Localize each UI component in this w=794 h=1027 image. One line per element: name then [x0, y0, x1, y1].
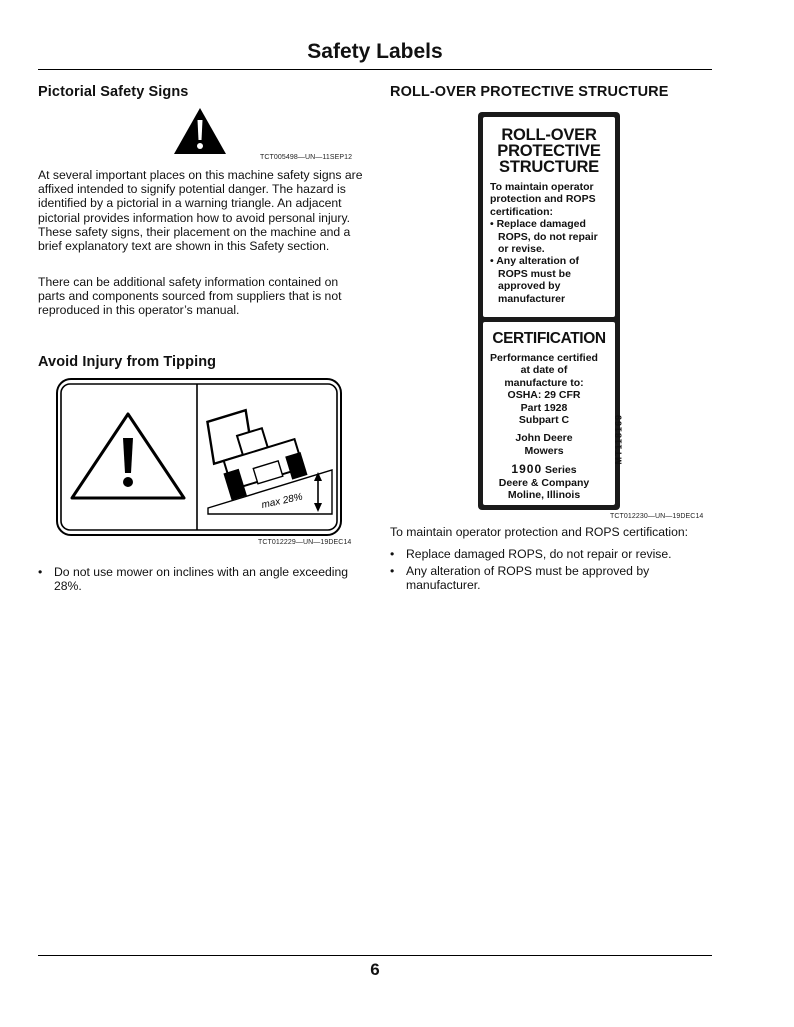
list-item: • Do not use mower on inclines with an angle exceeding 28%. — [38, 565, 363, 593]
rops-body-line: ROPS, do not repair — [498, 230, 598, 243]
cert-series-label: Series — [542, 464, 577, 477]
cert-line: OSHA: 29 CFR — [507, 389, 581, 402]
rops-title-line: ROLL-OVER — [501, 126, 597, 144]
rops-heading: ROLL-OVER PROTECTIVE STRUCTURE — [390, 84, 669, 100]
cert-line: Mowers — [524, 444, 564, 457]
cert-line: manufacture to: — [504, 376, 584, 389]
label-part-number: MT118169 — [614, 414, 624, 465]
rops-intro-text: To maintain operator protection and ROPS certification: — [390, 525, 689, 539]
rops-body-line: protection and ROPS — [490, 193, 596, 206]
cert-series-number: 1900 — [511, 462, 543, 477]
header-rule — [38, 69, 712, 70]
rops-bullet-list — [390, 547, 700, 596]
rops-body-line: or revise. — [498, 243, 545, 256]
certification-title: CERTIFICATION — [492, 330, 606, 347]
rops-label-body — [490, 181, 610, 305]
pictorial-paragraph-1: At several important places on this machine safety signs are affixed intended to signify potential danger. The hazard is identified by a pictorial in a warning triangle. An adjacent pictorial provides information how to avoid personal injury. These safety signs, their placement on the machine and a brief explanatory text are shown in this Safety section. — [38, 168, 363, 254]
rops-body-line: ROPS must be — [498, 267, 571, 280]
footer-rule — [38, 955, 712, 956]
cert-line: Subpart C — [518, 414, 570, 427]
rops-body-line: manufacturer — [498, 292, 566, 305]
cert-line: Deere & Company — [498, 476, 590, 489]
list-item: • Any alteration of ROPS must be approved by manufacturer. — [390, 564, 700, 592]
rops-body-line: • Replace damaged — [490, 218, 586, 231]
cert-series — [485, 463, 603, 476]
cert-line: Moline, Illinois — [507, 489, 581, 502]
rops-label — [478, 112, 624, 510]
pictorial-safety-signs-heading: Pictorial Safety Signs — [38, 84, 189, 100]
certification-panel — [483, 322, 624, 505]
tipping-bullet-list — [38, 565, 363, 596]
rops-label-top-panel — [483, 117, 615, 317]
cert-line: Part 1928 — [520, 401, 568, 414]
avoid-tipping-heading: Avoid Injury from Tipping — [38, 354, 217, 370]
warning-triangle-icon — [172, 106, 228, 156]
rops-figure-code: TCT012230—UN—19DEC14 — [610, 513, 704, 520]
page-title: Safety Labels — [307, 40, 443, 63]
pictorial-paragraph-2: There can be additional safety information contained on parts and components sourced from suppliers that is not reproduced in this operator’s manual. — [38, 275, 342, 318]
page-number: 6 — [370, 960, 380, 979]
rops-title-line: STRUCTURE — [499, 158, 599, 176]
tipping-figure-code: TCT012229—UN—19DEC14 — [258, 539, 352, 546]
pictorial-figure-code: TCT005498—UN—11SEP12 — [260, 154, 353, 161]
cert-line: Performance certified — [490, 352, 598, 364]
certification-body — [485, 352, 603, 501]
tipping-safety-sign — [56, 378, 342, 536]
rops-body-line: certification: — [490, 205, 554, 218]
rops-body-line: approved by — [498, 280, 561, 293]
max-slope-text: max 28% — [260, 491, 304, 512]
rops-label-title — [483, 127, 615, 175]
rops-body-line: To maintain operator — [490, 181, 594, 193]
cert-line: John Deere — [515, 432, 573, 445]
cert-line: at date of — [520, 364, 568, 377]
rops-body-line: • Any alteration of — [490, 255, 580, 268]
list-item: • Replace damaged ROPS, do not repair or revise. — [390, 547, 700, 561]
rops-title-line: PROTECTIVE — [497, 142, 601, 160]
